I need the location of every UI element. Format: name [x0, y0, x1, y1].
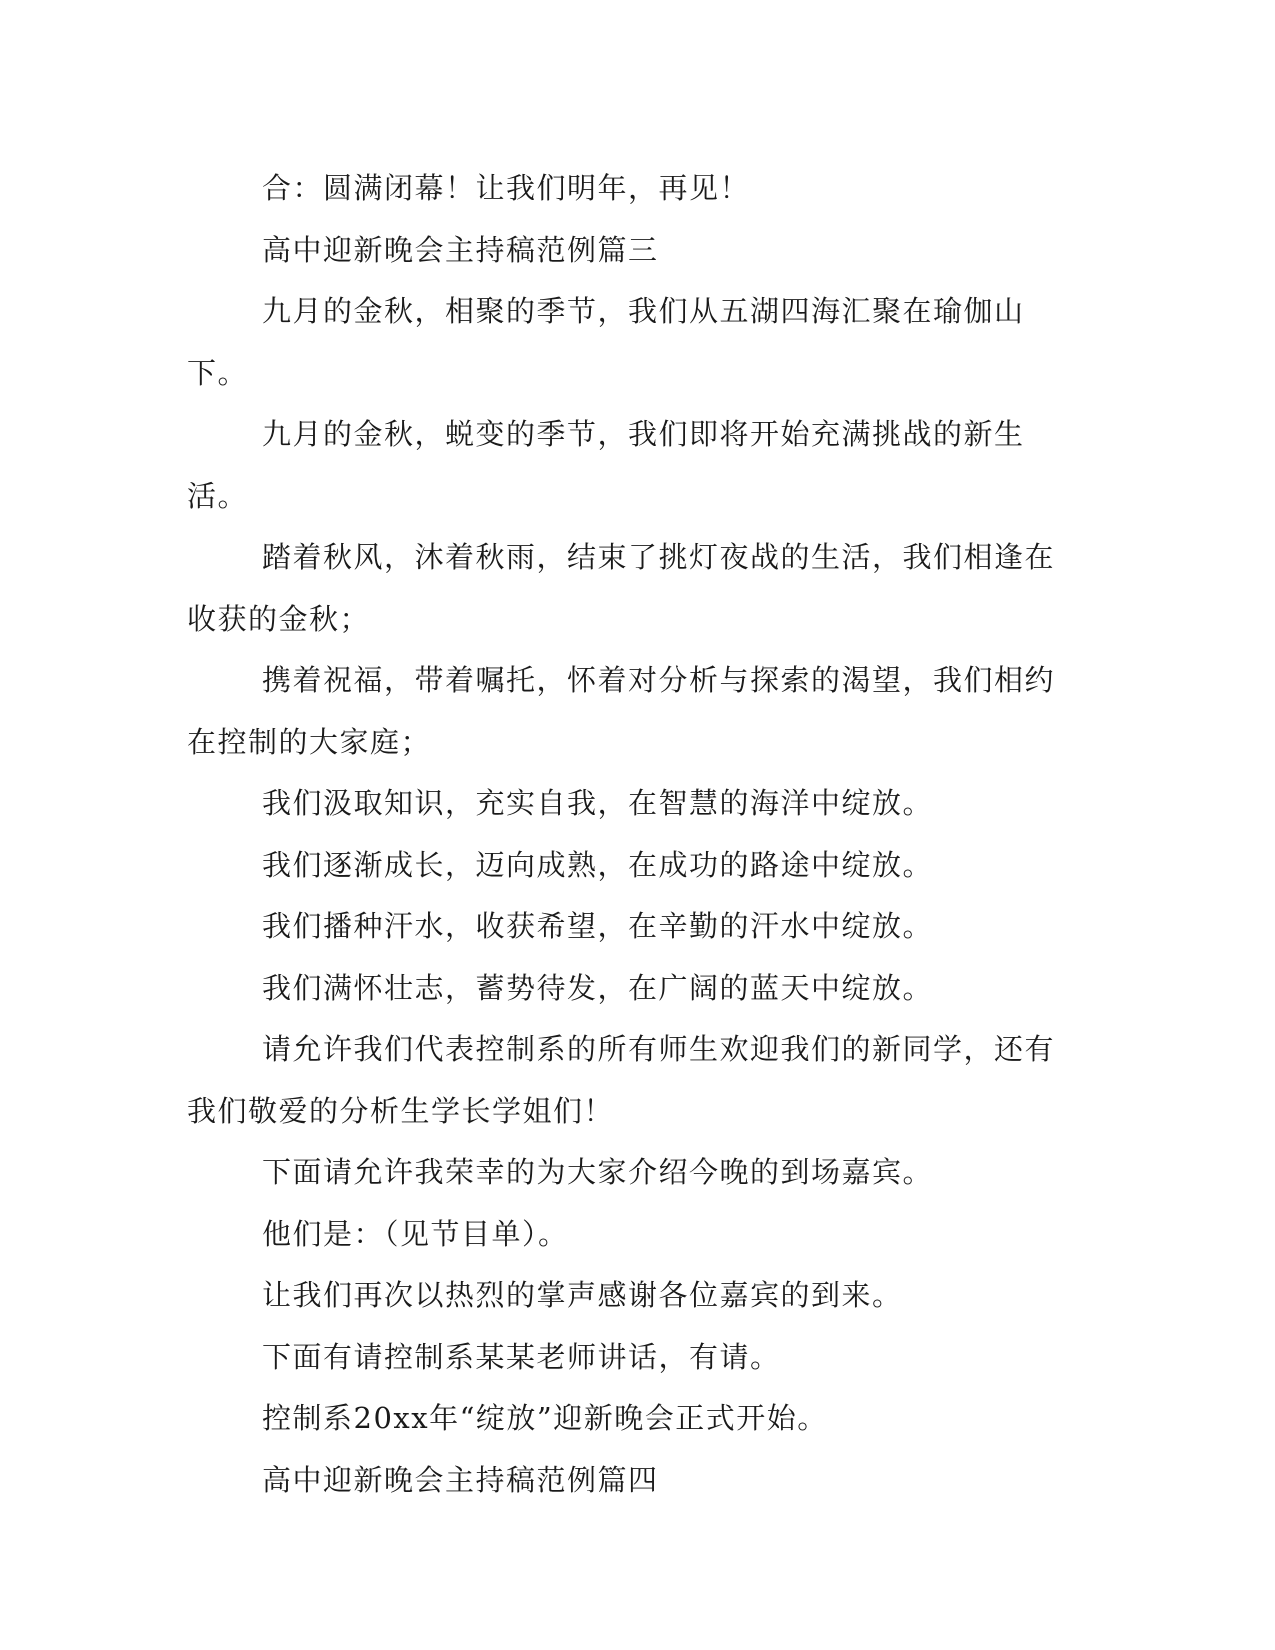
paragraph: 我们满怀壮志，蓄势待发，在广阔的蓝天中绽放。 [262, 970, 934, 1005]
paragraph: 踏着秋风，沐着秋雨，结束了挑灯夜战的生活，我们相逢在收获的金秋； [187, 540, 1056, 636]
paragraph: 我们播种汗水，收获希望，在辛勤的汗水中绽放。 [262, 909, 934, 943]
paragraph: 控制系20xx年“绽放”迎新晚会正式开始。 [262, 1401, 828, 1435]
document-body [187, 158, 1075, 1511]
paragraph: 他们是：（见节目单）。 [262, 1216, 569, 1251]
paragraph: 九月的金秋，蜕变的季节，我们即将开始充满挑战的新生活。 [187, 417, 1025, 513]
paragraph: 请允许我们代表控制系的所有师生欢迎我们的新同学，还有我们敬爱的分析生学长学姐们！ [187, 1032, 1056, 1128]
section-heading-4: 高中迎新晚会主持稿范例篇四 [262, 1462, 659, 1497]
paragraph: 下面请允许我荣幸的为大家介绍今晚的到场嘉宾。 [262, 1155, 934, 1189]
paragraph: 九月的金秋，相聚的季节，我们从五湖四海汇聚在瑜伽山下。 [187, 294, 1025, 390]
paragraph: 下面有请控制系某某老师讲话，有请。 [262, 1339, 781, 1374]
paragraph: 让我们再次以热烈的掌声感谢各位嘉宾的到来。 [262, 1278, 903, 1312]
section-heading-3: 高中迎新晚会主持稿范例篇三 [262, 232, 659, 267]
closing-line: 合：圆满闭幕！让我们明年，再见！ [262, 171, 751, 205]
paragraph: 携着祝福，带着嘱托，怀着对分析与探索的渴望，我们相约在控制的大家庭； [187, 663, 1056, 759]
paragraph: 我们逐渐成长，迈向成熟，在成功的路途中绽放。 [262, 847, 934, 882]
paragraph: 我们汲取知识，充实自我，在智慧的海洋中绽放。 [262, 786, 934, 820]
